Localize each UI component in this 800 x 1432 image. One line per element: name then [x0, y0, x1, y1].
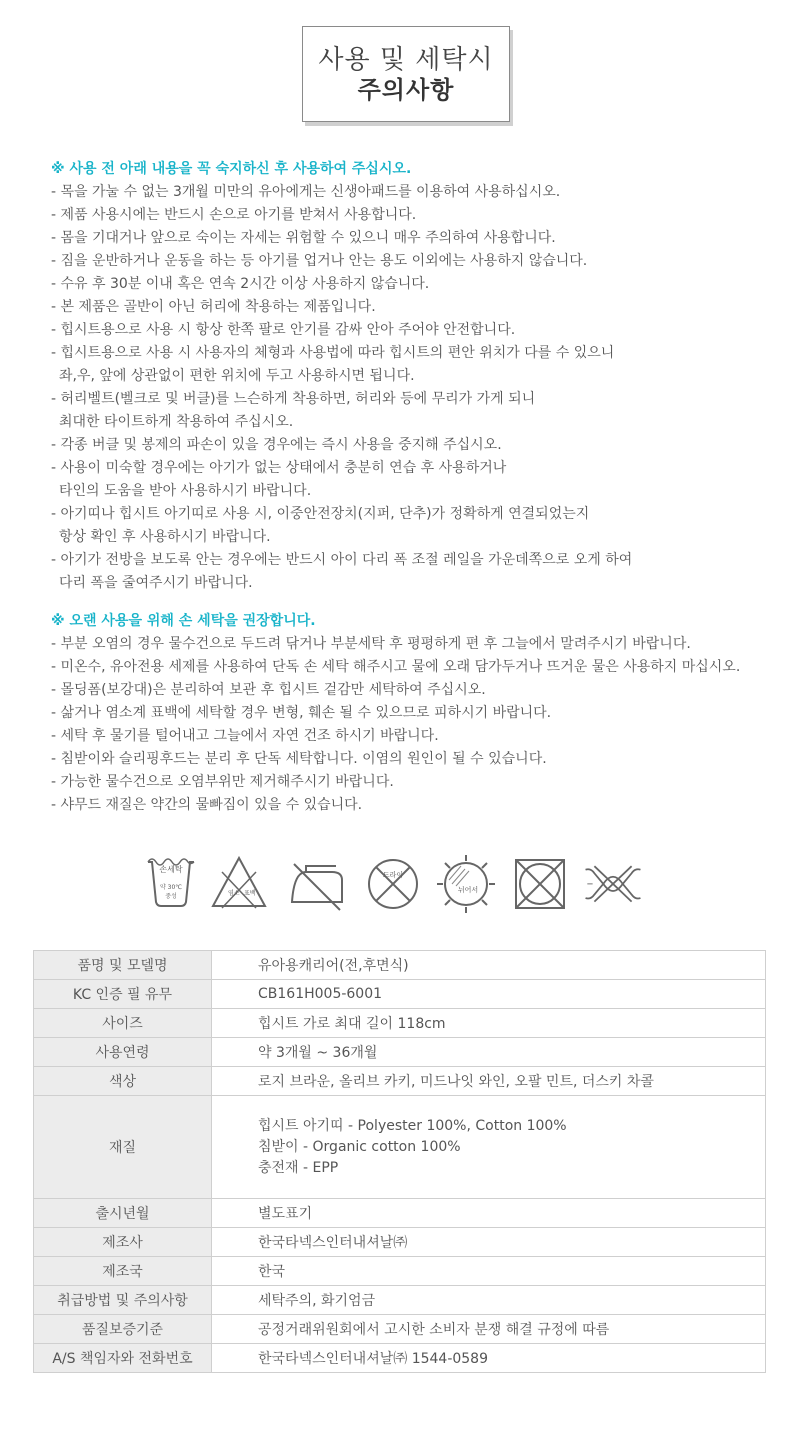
spec-row	[34, 1009, 766, 1038]
washing-line: - 삶거나 염소계 표백에 세탁할 경우 변형, 훼손 될 수 있으므로 피하시기 바랍니다.	[51, 705, 552, 721]
usage-lines	[51, 181, 771, 595]
no-iron-icon	[286, 850, 348, 916]
spec-key: 품질보증기준	[34, 1315, 212, 1344]
spec-value: 약 3개월 ~ 36개월	[212, 1038, 766, 1067]
spec-value: 한국타넥스인터내셔날㈜	[212, 1228, 766, 1257]
spec-row	[34, 1199, 766, 1228]
usage-line: - 아기띠나 힙시트 아기띠로 사용 시, 이중안전장치(지퍼, 단추)가 정확하게 연결되었는지	[51, 506, 590, 522]
spec-key: 사이즈	[34, 1009, 212, 1038]
shade-dry-icon	[435, 850, 497, 916]
svg-text:손세탁: 손세탁	[159, 865, 183, 874]
spec-row	[34, 1315, 766, 1344]
washing-line: - 샤무드 재질은 약간의 물빠짐이 있을 수 있습니다.	[51, 797, 363, 813]
usage-line: - 힙시트용으로 사용 시 사용자의 체형과 사용법에 따라 힙시트의 편안 위치가 다를 수 있으니	[51, 345, 615, 361]
no-dry-clean-icon	[362, 850, 424, 916]
usage-line: 좌,우, 앞에 상관없이 편한 위치에 두고 사용하시면 됩니다.	[59, 368, 415, 384]
spec-key: 제조사	[34, 1228, 212, 1257]
svg-text:표백: 표백	[244, 890, 256, 897]
spec-row	[34, 980, 766, 1009]
spec-key: 품명 및 모델명	[34, 951, 212, 980]
washing-lines	[51, 633, 771, 817]
material-line: 충전재 - EPP	[258, 1159, 339, 1176]
spec-value: CB161H005-6001	[212, 980, 766, 1009]
usage-line: - 아기가 전방을 보도록 안는 경우에는 반드시 아이 다리 폭 조절 레일을 가운데쪽으로 오게 하여	[51, 552, 633, 568]
no-bleach-icon	[208, 850, 270, 916]
spec-value: 세탁주의, 화기엄금	[212, 1286, 766, 1315]
spec-key: 사용연령	[34, 1038, 212, 1067]
usage-line: 다리 폭을 줄여주시기 바랍니다.	[59, 575, 253, 591]
spec-row	[34, 1344, 766, 1373]
spec-value: 한국타넥스인터내셔날㈜ 1544-0589	[212, 1344, 766, 1373]
spec-key: 재질	[34, 1096, 212, 1199]
spec-row	[34, 1286, 766, 1315]
spec-value: 별도표기	[212, 1199, 766, 1228]
hand-wash-icon	[140, 850, 202, 916]
washing-line: - 미온수, 유아전용 세제를 사용하여 단독 손 세탁 해주시고 물에 오래 담가두거나 뜨거운 물은 사용하지 마십시오.	[51, 659, 741, 675]
spec-row	[34, 1067, 766, 1096]
usage-line: - 제품 사용시에는 반드시 손으로 아기를 받쳐서 사용합니다.	[51, 207, 417, 223]
spec-row	[34, 1257, 766, 1286]
material-line: 침받이 - Organic cotton 100%	[258, 1138, 461, 1155]
no-tumble-dry-icon	[510, 850, 572, 916]
usage-line: 타인의 도움을 받아 사용하시기 바랍니다.	[59, 483, 312, 499]
usage-section	[51, 158, 771, 595]
title-line-1: 사용 및 세탁시	[318, 45, 494, 75]
usage-line: - 허리벨트(벨크로 및 버클)를 느슨하게 착용하면, 허리와 등에 무리가 가게 되니	[51, 391, 536, 407]
svg-text:뉘어서: 뉘어서	[457, 886, 479, 894]
usage-line: - 목을 가눌 수 없는 3개월 미만의 유아에게는 신생아패드를 이용하여 사용하십시오.	[51, 184, 561, 200]
care-icons	[140, 850, 660, 920]
no-wring-icon	[582, 850, 644, 916]
spec-key: 출시년월	[34, 1199, 212, 1228]
usage-line: - 사용이 미숙할 경우에는 아기가 없는 상태에서 충분히 연습 후 사용하거나	[51, 460, 507, 476]
usage-line: - 힙시트용으로 사용 시 항상 한쪽 팔로 안기를 감싸 안아 주어야 안전합니다.	[51, 322, 516, 338]
spec-row	[34, 951, 766, 980]
spec-value-material	[212, 1096, 766, 1199]
svg-text:약 30℃: 약 30℃	[159, 884, 183, 891]
spec-value: 한국	[212, 1257, 766, 1286]
svg-text:중성: 중성	[165, 893, 177, 900]
spec-value: 로지 브라운, 올리브 카키, 미드나잇 와인, 오팔 민트, 더스키 차콜	[212, 1067, 766, 1096]
usage-line: 항상 확인 후 사용하시기 바랍니다.	[59, 529, 271, 545]
usage-line: - 수유 후 30분 이내 혹은 연속 2시간 이상 사용하지 않습니다.	[51, 276, 430, 292]
title-box	[302, 26, 510, 122]
svg-text:드라이: 드라이	[382, 871, 404, 879]
spec-table	[33, 950, 766, 1373]
washing-line: - 가능한 물수건으로 오염부위만 제거해주시기 바랍니다.	[51, 774, 394, 790]
usage-line: - 각종 버클 및 봉제의 파손이 있을 경우에는 즉시 사용을 중지해 주십시오.	[51, 437, 502, 453]
washing-section	[51, 610, 771, 817]
spec-row	[34, 1038, 766, 1067]
washing-line: - 몰딩폼(보강대)은 분리하여 보관 후 힙시트 겉감만 세탁하여 주십시오.	[51, 682, 486, 698]
spec-key: 취급방법 및 주의사항	[34, 1286, 212, 1315]
usage-line: - 본 제품은 골반이 아닌 허리에 착용하는 제품입니다.	[51, 299, 376, 315]
usage-line: 최대한 타이트하게 착용하여 주십시오.	[59, 414, 294, 430]
washing-heading: ※ 오랜 사용을 위해 손 세탁을 권장합니다.	[51, 613, 316, 629]
spec-row-material	[34, 1096, 766, 1199]
spec-key: KC 인증 필 유무	[34, 980, 212, 1009]
spec-value: 공정거래위원회에서 고시한 소비자 분쟁 해결 규정에 따름	[212, 1315, 766, 1344]
material-line: 힙시트 아기띠 - Polyester 100%, Cotton 100%	[258, 1117, 567, 1134]
washing-line: - 침받이와 슬리핑후드는 분리 후 단독 세탁합니다. 이염의 원인이 될 수 있습니다.	[51, 751, 547, 767]
spec-key: A/S 책임자와 전화번호	[34, 1344, 212, 1373]
washing-line: - 부분 오염의 경우 물수건으로 두드려 닦거나 부분세탁 후 평평하게 편 후 그늘에서 말려주시기 바랍니다.	[51, 636, 691, 652]
spec-value: 힙시트 가로 최대 길이 118cm	[212, 1009, 766, 1038]
washing-line: - 세탁 후 물기를 털어내고 그늘에서 자연 건조 하시기 바랍니다.	[51, 728, 439, 744]
usage-line: - 몸을 기대거나 앞으로 숙이는 자세는 위험할 수 있으니 매우 주의하여 사용합니다.	[51, 230, 556, 246]
usage-heading: ※ 사용 전 아래 내용을 꼭 숙지하신 후 사용하여 주십시오.	[51, 161, 412, 177]
spec-key: 색상	[34, 1067, 212, 1096]
svg-text:염소: 염소	[228, 890, 240, 897]
usage-line: - 짐을 운반하거나 운동을 하는 등 아기를 업거나 안는 용도 이외에는 사용하지 않습니다.	[51, 253, 588, 269]
spec-row	[34, 1228, 766, 1257]
spec-value: 유아용캐리어(전,후면식)	[212, 951, 766, 980]
spec-key: 제조국	[34, 1257, 212, 1286]
title-line-2: 주의사항	[357, 76, 455, 104]
